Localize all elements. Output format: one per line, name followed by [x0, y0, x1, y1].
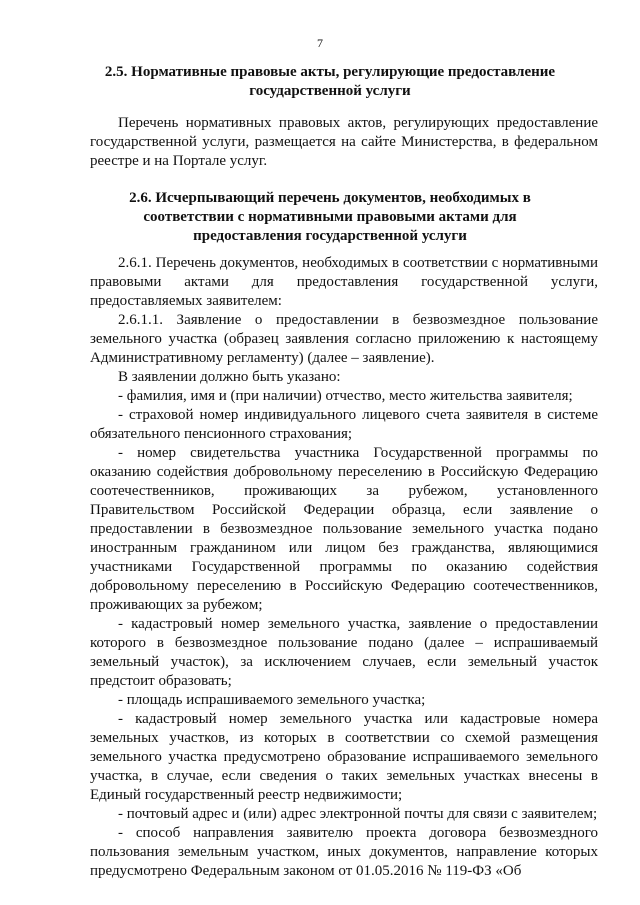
page-number: 7 — [317, 36, 323, 50]
section-2-5-heading: 2.5. Нормативные правовые акты, регулирующие предоставление государственной услуги — [104, 64, 556, 99]
section-2-6-heading: 2.6. Исчерпывающий перечень документов, необходимых в соответствии с нормативными правовыми актами для предоставления государственной услуги — [129, 190, 531, 244]
list-item: - фамилия, имя и (при наличии) отчество, место жительства заявителя; — [118, 388, 573, 404]
list-item: - кадастровый номер земельного участка или кадастровые номера земельных участков, из которых в соответствии со схемой размещения земельного участка предусмотрено образование испрашиваемого земельного участка, в случае, если сведения о таких земельных участках внесены в Единый государственный реестр недвижимости; — [90, 711, 598, 803]
section-2-6-body — [90, 254, 598, 881]
list-item: - страховой номер индивидуального лицевого счета заявителя в системе обязательного пенсионного страхования; — [90, 407, 598, 442]
list-item: - почтовый адрес и (или) адрес электронной почты для связи с заявителем; — [118, 806, 598, 822]
list-item: - номер свидетельства участника Государственной программы по оказанию содействия добровольному переселению в Российскую Федерацию соотечественников, проживающих за рубежом, установленного Правительством Российской Федерации образца, если заявление о предоставлении в безвозмездное пользование земельного участка подано иностранным гражданином или лицом без гражданства, являющимися участниками Государственной программы по оказанию содействия добровольному переселению в Российскую Федерацию соотечественников, проживающих за рубежом; — [90, 445, 598, 613]
paragraph: Перечень нормативных правовых актов, регулирующих предоставление государственной услуги, размещается на сайте Министерства, в федеральном реестре и на Портале услуг. — [90, 115, 598, 169]
list-item: - способ направления заявителю проекта договора безвозмездного пользования земельным участком, иных документов, направление которых предусмотрено Федеральным законом от 01.05.2016 № 119-ФЗ «Об — [90, 825, 598, 879]
list-item: - площадь испрашиваемого земельного участка; — [118, 692, 426, 708]
list-item: - кадастровый номер земельного участка, заявление о предоставлении которого в безвозмездное пользование подано (далее – испрашиваемый земельный участок), за исключением случаев, если земельный участок предстоит образовать; — [90, 616, 598, 689]
paragraph-2-6-1-1: 2.6.1.1. Заявление о предоставлении в безвозмездное пользование земельного участка (образец заявления согласно приложению к настоящему Административному регламенту) (далее – заявление). — [90, 312, 598, 366]
paragraph-list-intro: В заявлении должно быть указано: — [118, 369, 341, 385]
section-2-5-body — [90, 114, 598, 171]
paragraph-2-6-1: 2.6.1. Перечень документов, необходимых в соответствии с нормативными правовыми актами для предоставления государственной услуги, предоставляемых заявителем: — [90, 255, 598, 309]
